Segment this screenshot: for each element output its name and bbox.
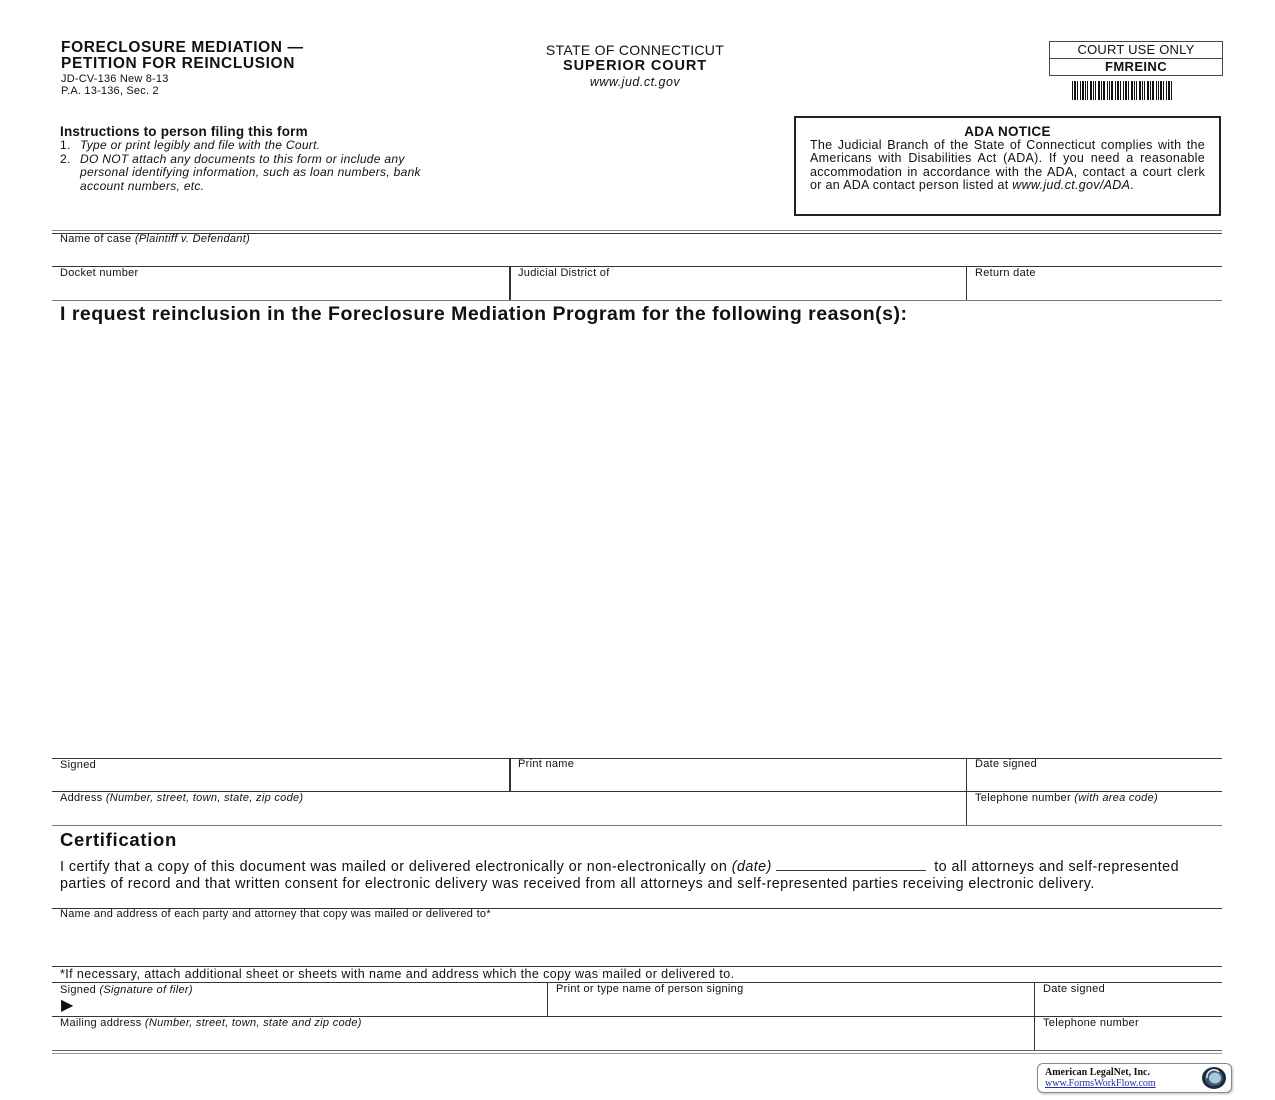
barcode-icon	[1072, 81, 1202, 100]
judicial-district-field[interactable]	[512, 280, 964, 299]
form-number: JD-CV-136 New 8-13	[61, 73, 169, 85]
court-use-only-box	[1049, 41, 1223, 76]
reason-textarea[interactable]	[56, 332, 1220, 754]
telephone-label: Telephone number (with area code)	[975, 792, 1158, 804]
instructions-block	[60, 124, 560, 193]
mailing-address-label: Mailing address (Number, street, town, state and zip code)	[60, 1017, 362, 1029]
form-title-line1: FORECLOSURE MEDIATION —	[61, 39, 304, 56]
american-legalnet-badge[interactable]	[1037, 1063, 1232, 1093]
instructions-title: Instructions to person filing this form	[60, 124, 308, 139]
court-name: SUPERIOR COURT	[563, 58, 707, 74]
address-field[interactable]	[52, 805, 964, 824]
divider	[547, 982, 548, 1016]
company-url-link[interactable]: www.FormsWorkFlow.com	[1045, 1078, 1156, 1089]
court-website: www.jud.ct.gov	[589, 75, 681, 89]
return-date-field[interactable]	[968, 280, 1222, 299]
telephone-field[interactable]	[968, 805, 1222, 824]
ada-link[interactable]: www.jud.ct.gov/ADA	[1012, 178, 1131, 193]
print-type-name-label: Print or type name of person signing	[556, 983, 744, 995]
divider	[52, 266, 1222, 267]
docket-number-field[interactable]	[52, 280, 508, 299]
address-label: Address (Number, street, town, state, zip code)	[60, 792, 304, 804]
print-type-name-field[interactable]	[550, 997, 1032, 1015]
cert-date-signed-field[interactable]	[1036, 997, 1222, 1015]
court-heading	[505, 42, 765, 90]
parties-label: Name and address of each party and attorney that copy was mailed or delivered to*	[60, 908, 491, 920]
company-name: American LegalNet, Inc.	[1045, 1067, 1150, 1078]
reason-heading: I request reinclusion in the Foreclosure Mediation Program for the following reason(s):	[60, 303, 908, 325]
signed-label: Signed	[60, 759, 97, 771]
return-date-label: Return date	[975, 267, 1036, 279]
divider	[52, 230, 1222, 231]
divider	[509, 758, 511, 791]
ada-notice-title: ADA NOTICE	[964, 124, 1051, 139]
court-use-code: FMREINC	[1104, 59, 1168, 74]
mailing-address-field[interactable]	[52, 1030, 1032, 1049]
cert-signature-field[interactable]	[80, 997, 544, 1015]
footnote: *If necessary, attach additional sheet or sheets with name and address which the copy was mailed or delivered to.	[60, 967, 735, 981]
instruction-item-1: 1. Type or print legibly and file with the Court.	[60, 138, 321, 152]
print-name-label: Print name	[518, 758, 575, 770]
judicial-district-label: Judicial District of	[518, 267, 610, 279]
docket-number-label: Docket number	[60, 267, 139, 279]
signature-field[interactable]	[52, 772, 508, 790]
court-use-label: COURT USE ONLY	[1050, 42, 1222, 59]
name-of-case-label: Name of case (Plaintiff v. Defendant)	[60, 233, 251, 245]
parties-field[interactable]	[52, 921, 1222, 965]
instructions-list: 1. Type or print legibly and file with the Court. 2. DO NOT attach any documents to this form or include any personal identifying information, such as loan numbers, bank account numbers, etc.	[60, 139, 560, 193]
sign-here-arrow-icon: ▶	[61, 997, 74, 1014]
form-title-line2: PETITION FOR REINCLUSION	[61, 55, 295, 72]
cert-telephone-field[interactable]	[1036, 1030, 1222, 1049]
divider	[52, 825, 1222, 826]
date-signed-label: Date signed	[975, 758, 1038, 770]
ada-notice-box	[794, 116, 1221, 216]
cert-telephone-label: Telephone number	[1043, 1017, 1139, 1029]
ada-notice-body: The Judicial Branch of the State of Connecticut complies with the Americans with Disabilities Act (ADA). If you need a reasonable accommodation in accordance with the ADA, contact a court clerk or an ADA contact person listed at www.jud.ct.gov/ADA.	[810, 138, 1205, 193]
statute-reference: P.A. 13-136, Sec. 2	[61, 84, 159, 97]
certification-date-field[interactable]	[776, 857, 926, 871]
cert-signed-label: Signed (Signature of filer)	[60, 984, 193, 996]
cert-date-signed-label: Date signed	[1043, 983, 1106, 995]
globe-logo-icon	[1201, 1066, 1227, 1090]
divider	[966, 266, 967, 300]
divider	[52, 1053, 1222, 1054]
form-title-block	[61, 40, 304, 97]
instruction-item-2: 2. DO NOT attach any documents to this form or include any	[60, 151, 405, 166]
divider	[509, 266, 511, 300]
divider	[52, 1050, 1222, 1051]
divider	[52, 300, 1222, 301]
print-name-field[interactable]	[512, 772, 964, 790]
divider	[52, 758, 1222, 759]
date-signed-field[interactable]	[968, 772, 1222, 790]
certification-statement: I certify that a copy of this document was mailed or delivered electronically or non-electronically on (date) to all attorneys and self-represented parties of record and that written consent for electronic delivery was received from all attorneys and self-represented parties receiving electronic delivery.	[60, 859, 1179, 892]
state-name: STATE OF CONNECTICUT	[545, 42, 725, 58]
certification-heading: Certification	[60, 829, 178, 850]
name-of-case-field[interactable]	[52, 246, 1222, 266]
